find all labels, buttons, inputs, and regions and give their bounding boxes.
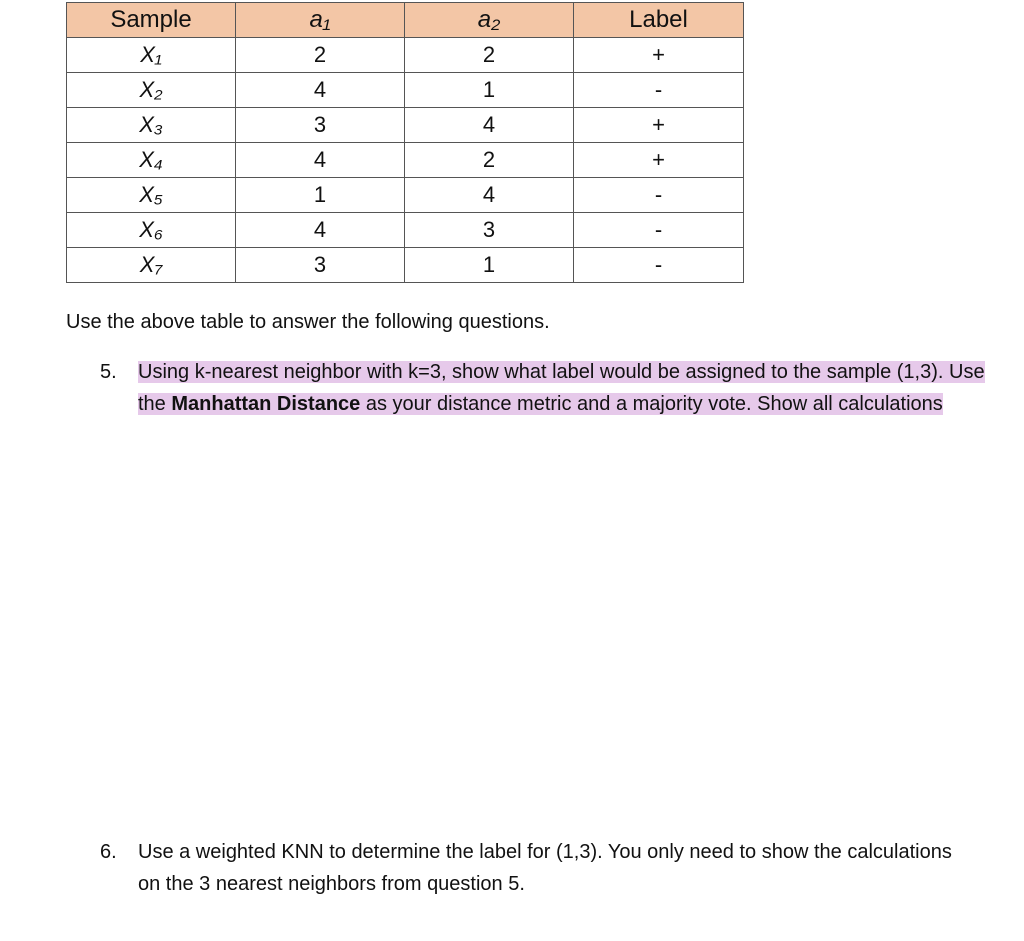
- cell-sample: X₃: [67, 108, 236, 143]
- question-5-text-after: as your distance metric and a majority vote. Show all calculations: [360, 393, 943, 415]
- cell-a1: 4: [236, 73, 405, 108]
- question-6-number: 6.: [100, 841, 117, 863]
- question-6-text: Use a weighted KNN to determine the label for (1,3). You only need to show the calculations on the 3 nearest neighbors from question 5.: [138, 841, 952, 895]
- cell-label: +: [574, 108, 744, 143]
- table-row: [67, 213, 744, 248]
- header-a1: a₁: [236, 3, 405, 38]
- intro-text: Use the above table to answer the following questions.: [66, 311, 550, 333]
- data-table: [66, 2, 744, 283]
- table-row: [67, 108, 744, 143]
- question-5: [100, 356, 1012, 420]
- header-a2: a₂: [405, 3, 574, 38]
- cell-label: -: [574, 213, 744, 248]
- cell-sample: X₅: [67, 178, 236, 213]
- cell-a2: 4: [405, 178, 574, 213]
- table-body: [67, 38, 744, 283]
- table-row: [67, 178, 744, 213]
- cell-a1: 2: [236, 38, 405, 73]
- cell-label: -: [574, 73, 744, 108]
- cell-a1: 1: [236, 178, 405, 213]
- cell-a1: 3: [236, 108, 405, 143]
- question-6: [100, 836, 960, 900]
- cell-a2: 4: [405, 108, 574, 143]
- cell-a2: 1: [405, 248, 574, 283]
- cell-sample: X₇: [67, 248, 236, 283]
- cell-a2: 2: [405, 143, 574, 178]
- question-5-text-before: Using k-nearest neighbor with k=3, show what label would be assigned to the sample (1,3). Use the: [138, 361, 985, 415]
- cell-sample: X₄: [67, 143, 236, 178]
- cell-label: -: [574, 178, 744, 213]
- question-5-number: 5.: [100, 361, 117, 383]
- question-5-bold: Manhattan Distance: [171, 393, 361, 415]
- cell-a2: 3: [405, 213, 574, 248]
- cell-sample: X₂: [67, 73, 236, 108]
- header-sample: Sample: [67, 3, 236, 38]
- cell-sample: X₁: [67, 38, 236, 73]
- cell-label: -: [574, 248, 744, 283]
- cell-a1: 4: [236, 143, 405, 178]
- header-label: Label: [574, 3, 744, 38]
- cell-a1: 4: [236, 213, 405, 248]
- table-row: [67, 38, 744, 73]
- cell-label: +: [574, 38, 744, 73]
- cell-a2: 1: [405, 73, 574, 108]
- table-row: [67, 73, 744, 108]
- cell-a2: 2: [405, 38, 574, 73]
- cell-a1: 3: [236, 248, 405, 283]
- cell-sample: X₆: [67, 213, 236, 248]
- table-row: [67, 143, 744, 178]
- table-header-row: [67, 3, 744, 38]
- cell-label: +: [574, 143, 744, 178]
- table-row: [67, 248, 744, 283]
